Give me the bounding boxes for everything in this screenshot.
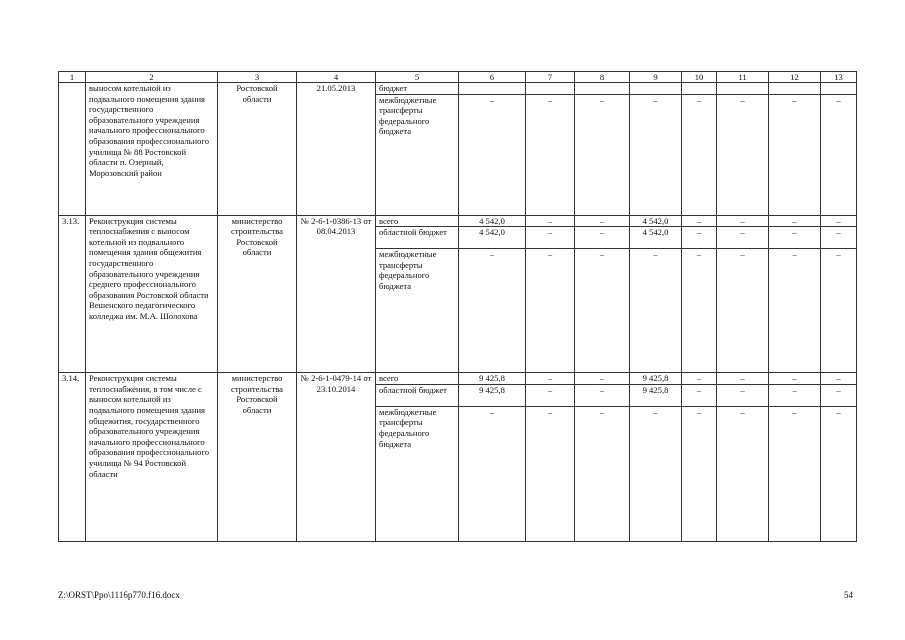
value-cell: – xyxy=(526,227,575,249)
value-cell: – xyxy=(717,384,769,406)
value-cell: 9 425,8 xyxy=(459,373,526,385)
value-cell: – xyxy=(526,373,575,385)
value-cell: – xyxy=(821,373,857,385)
value-cell xyxy=(526,83,575,95)
value-cell: – xyxy=(717,406,769,541)
column-header: 10 xyxy=(682,72,717,83)
funding-source-label: межбюджетные трансферты федерального бюджета xyxy=(376,249,459,373)
value-cell: – xyxy=(769,215,821,227)
value-cell: – xyxy=(575,249,630,373)
column-header: 13 xyxy=(821,72,857,83)
value-cell xyxy=(630,83,682,95)
item-number-cell: 3.13. xyxy=(59,215,86,373)
table-row xyxy=(59,373,857,385)
value-cell: – xyxy=(682,94,717,215)
column-header: 11 xyxy=(717,72,769,83)
ministry-cell: министерство строительства Ростовской области xyxy=(218,373,297,542)
value-cell xyxy=(575,83,630,95)
column-header: 5 xyxy=(376,72,459,83)
budget-table xyxy=(58,71,857,542)
page-number: 54 xyxy=(844,590,853,600)
ministry-cell: Ростовской области xyxy=(218,83,297,216)
column-header: 4 xyxy=(297,72,376,83)
item-number-cell: 3.14. xyxy=(59,373,86,542)
value-cell: – xyxy=(630,249,682,373)
funding-source-label: бюджет xyxy=(376,83,459,95)
column-header: 12 xyxy=(769,72,821,83)
value-cell xyxy=(821,83,857,95)
item-number-cell xyxy=(59,83,86,216)
document-cell: 21.05.2013 xyxy=(297,83,376,216)
column-header: 9 xyxy=(630,72,682,83)
value-cell: – xyxy=(821,227,857,249)
value-cell: – xyxy=(459,406,526,541)
value-cell: – xyxy=(769,249,821,373)
value-cell: – xyxy=(717,227,769,249)
value-cell: – xyxy=(575,227,630,249)
value-cell: 4 542,0 xyxy=(459,215,526,227)
value-cell: – xyxy=(769,227,821,249)
value-cell: – xyxy=(630,406,682,541)
table-row xyxy=(59,215,857,227)
value-cell: – xyxy=(526,406,575,541)
value-cell: – xyxy=(717,373,769,385)
value-cell: – xyxy=(682,227,717,249)
value-cell: – xyxy=(526,384,575,406)
value-cell: – xyxy=(682,373,717,385)
item-name-cell: выносом котельной из подвального помещения здания государственного образовательного учреждения начального профессионального образования профессионального училища № 88 Ростовской области п. Озерный, Морозовский район xyxy=(86,83,218,216)
value-cell xyxy=(717,83,769,95)
value-cell: 4 542,0 xyxy=(630,215,682,227)
value-cell: – xyxy=(769,94,821,215)
value-cell: – xyxy=(717,94,769,215)
value-cell: – xyxy=(630,94,682,215)
value-cell: – xyxy=(821,384,857,406)
value-cell: – xyxy=(769,373,821,385)
column-header: 7 xyxy=(526,72,575,83)
value-cell: 9 425,8 xyxy=(459,384,526,406)
file-path-footer: Z:\ORST\Ppo\1116p770.f16.docx xyxy=(58,590,180,600)
value-cell xyxy=(682,83,717,95)
header-row xyxy=(59,72,857,83)
table-row xyxy=(59,83,857,95)
value-cell: – xyxy=(526,249,575,373)
value-cell xyxy=(459,83,526,95)
value-cell xyxy=(769,83,821,95)
item-name-cell: Реконструкция системы теплоснабжения с выносом котельной из подвального помещения здания общежития государственного образовательного учреждения среднего профессионального образования Ростовской области Вешенского педагогического колледжа им. М.А. Шолохова xyxy=(86,215,218,373)
funding-source-label: областной бюджет xyxy=(376,384,459,406)
column-header: 2 xyxy=(86,72,218,83)
value-cell: – xyxy=(682,384,717,406)
value-cell: 9 425,8 xyxy=(630,373,682,385)
value-cell: – xyxy=(459,94,526,215)
column-header: 8 xyxy=(575,72,630,83)
value-cell: – xyxy=(575,384,630,406)
value-cell: – xyxy=(526,215,575,227)
document-cell: № 2-6-1-0386-13 от 08.04.2013 xyxy=(297,215,376,373)
value-cell: – xyxy=(769,384,821,406)
value-cell: – xyxy=(717,249,769,373)
value-cell: – xyxy=(682,249,717,373)
value-cell: 4 542,0 xyxy=(459,227,526,249)
value-cell: – xyxy=(575,94,630,215)
value-cell: – xyxy=(526,94,575,215)
value-cell: – xyxy=(682,406,717,541)
funding-source-label: межбюджетные трансферты федерального бюджета xyxy=(376,406,459,541)
document-cell: № 2-6-1-0479-14 от 23.10.2014 xyxy=(297,373,376,542)
ministry-cell: министерство строительства Ростовской области xyxy=(218,215,297,373)
funding-source-label: всего xyxy=(376,373,459,385)
value-cell: 9 425,8 xyxy=(630,384,682,406)
value-cell: – xyxy=(575,215,630,227)
value-cell: – xyxy=(821,94,857,215)
funding-source-label: межбюджетные трансферты федерального бюджета xyxy=(376,94,459,215)
value-cell: – xyxy=(682,215,717,227)
value-cell: – xyxy=(821,215,857,227)
value-cell: – xyxy=(717,215,769,227)
column-header: 6 xyxy=(459,72,526,83)
value-cell: – xyxy=(769,406,821,541)
value-cell: 4 542,0 xyxy=(630,227,682,249)
column-header: 3 xyxy=(218,72,297,83)
funding-source-label: всего xyxy=(376,215,459,227)
value-cell: – xyxy=(575,373,630,385)
value-cell: – xyxy=(821,406,857,541)
value-cell: – xyxy=(459,249,526,373)
funding-source-label: областной бюджет xyxy=(376,227,459,249)
column-header: 1 xyxy=(59,72,86,83)
value-cell: – xyxy=(575,406,630,541)
value-cell: – xyxy=(821,249,857,373)
item-name-cell: Реконструкция системы теплоснабжения, в том числе с выносом котельной из подвального помещения здания общежития, государственного образовательного учреждения начального профессионального образования профессионального училища № 94 Ростовской области xyxy=(86,373,218,542)
